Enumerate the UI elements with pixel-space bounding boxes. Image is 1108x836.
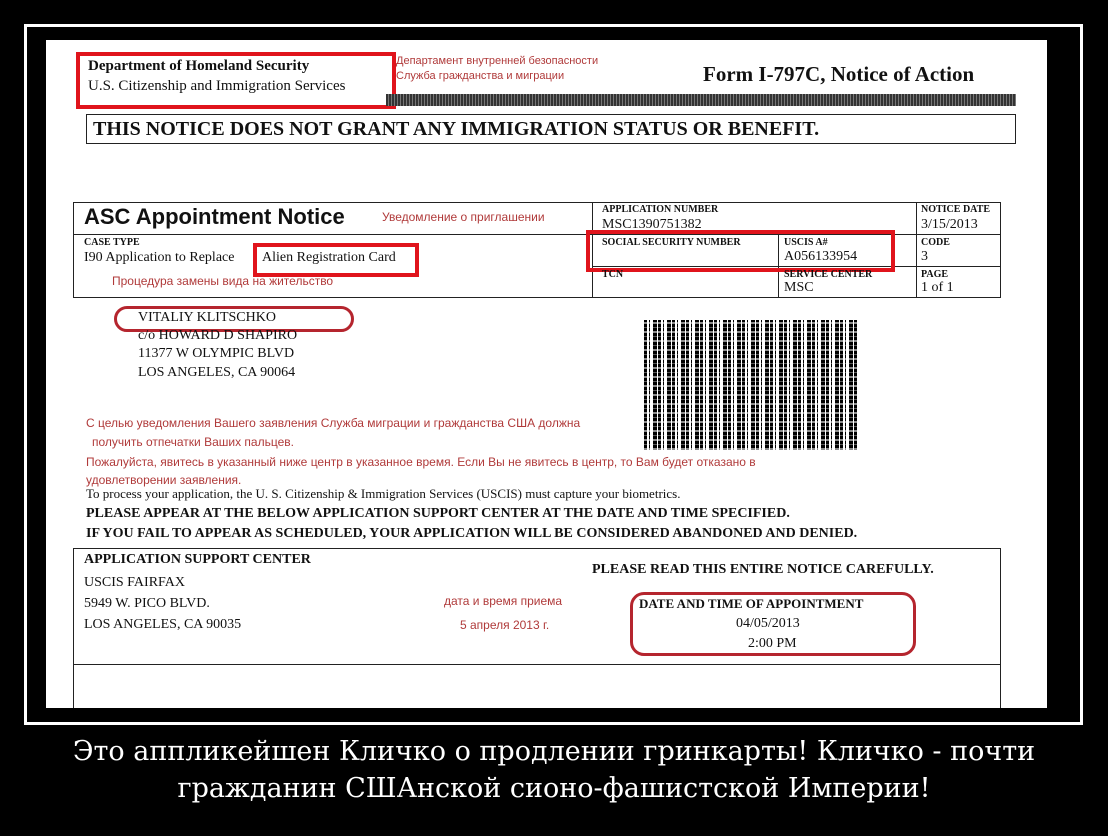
code-label: CODE [921,237,950,248]
notice-vline-2 [916,202,917,298]
caption-line1: Это аппликейшен Кличко о продлении гринкарты! Кличко - почти [72,736,1036,767]
support-center-left-rule [73,548,74,708]
support-center-street: 5949 W. PICO BLVD. [84,596,210,611]
appointment-time: 2:00 PM [748,636,797,651]
instructions-en-line2: PLEASE APPEAR AT THE BELOW APPLICATION SUPPORT CENTER AT THE DATE AND TIME SPECIFIED. [86,506,790,521]
uscis-label: USCIS A# [784,237,828,248]
dept-line2: U.S. Citizenship and Immigration Services [88,78,346,94]
notice-date-value: 3/15/2013 [921,217,978,232]
application-number-label: APPLICATION NUMBER [602,204,719,215]
dept-ru-line1: Департамент внутренней безопасности [396,55,599,67]
ru-date: 5 апреля 2013 г. [460,618,550,632]
notice-document [46,40,1047,708]
notice-date-label: NOTICE DATE [921,204,990,215]
service-center-value: MSC [784,280,814,295]
support-center-city: LOS ANGELES, CA 90035 [84,617,242,632]
notice-title-ru: Уведомление о приглашении [382,210,545,224]
recipient-care-of: c/o HOWARD D SHAPIRO [138,328,298,343]
form-title: Form I-797C, Notice of Action [703,62,975,86]
instructions-en-line3: IF YOU FAIL TO APPEAR AS SCHEDULED, YOUR APPLICATION WILL BE CONSIDERED ABANDONED AND DENIED. [86,526,858,541]
header-rule [386,94,1016,106]
dept-line1: Department of Homeland Security [88,58,310,74]
tcn-label: TCN [602,269,624,280]
support-center-heading: APPLICATION SUPPORT CENTER [84,552,311,567]
recipient-street: 11377 W OLYMPIC BLVD [138,346,295,361]
application-number-value: MSC1390751382 [602,217,702,232]
page-label: PAGE [921,269,949,280]
barcode [644,320,859,450]
support-center-top-rule [73,548,1001,549]
ru-datetime-label: дата и время приема [444,594,563,608]
notice-title: ASC Appointment Notice [84,204,345,229]
status-banner [86,114,1016,144]
ssn-uscis-highlight-box [586,230,895,272]
support-center-name: USCIS FAIRFAX [84,575,186,590]
recipient-name: VITALIY KLITSCHKO [138,310,276,325]
instructions-ru-line2: получить отпечатки Ваших пальцев. [92,435,294,449]
support-center-bottom-rule [73,664,1001,665]
uscis-value: A056133954 [784,249,858,264]
case-type-ru: Процедура замены вида на жительство [112,274,334,288]
recipient-city: LOS ANGELES, CA 90064 [138,365,296,380]
code-value: 3 [921,249,928,264]
appointment-date: 04/05/2013 [736,616,800,631]
caption-line2: гражданин СШАнской сионо-фашистской Империи! [177,773,931,804]
support-center-right-rule [1000,548,1001,708]
case-type-highlight: Alien Registration Card [262,250,396,265]
instructions-ru-line1: С целью уведомления Вашего заявления Служба миграции и гражданства США должна [86,416,581,430]
dept-ru-line2: Служба гражданства и миграции [396,70,565,82]
ssn-label: SOCIAL SECURITY NUMBER [602,237,741,248]
case-type-value: I90 Application to Replace [84,250,235,265]
case-type-label: CASE TYPE [84,237,140,248]
instructions-ru-line3: Пожалуйста, явитесь в указанный ниже центр в указанное время. Если Вы не явитесь в центр, то Вам будет отказано в [86,455,756,469]
read-notice-text: PLEASE READ THIS ENTIRE NOTICE CAREFULLY. [592,562,934,577]
status-banner-text: THIS NOTICE DOES NOT GRANT ANY IMMIGRATION STATUS OR BENEFIT. [93,118,820,140]
page-value: 1 of 1 [921,280,954,295]
case-type-highlight-box [253,243,419,277]
appointment-label: DATE AND TIME OF APPOINTMENT [639,596,864,611]
service-center-label: SERVICE CENTER [784,269,873,280]
dept-highlight-box [76,52,396,109]
instructions-ru-line4: удовлетворении заявления. [86,473,242,487]
instructions-en-line1: To process your application, the U. S. Citizenship & Immigration Services (USCIS) must capture your biometrics. [86,486,681,501]
